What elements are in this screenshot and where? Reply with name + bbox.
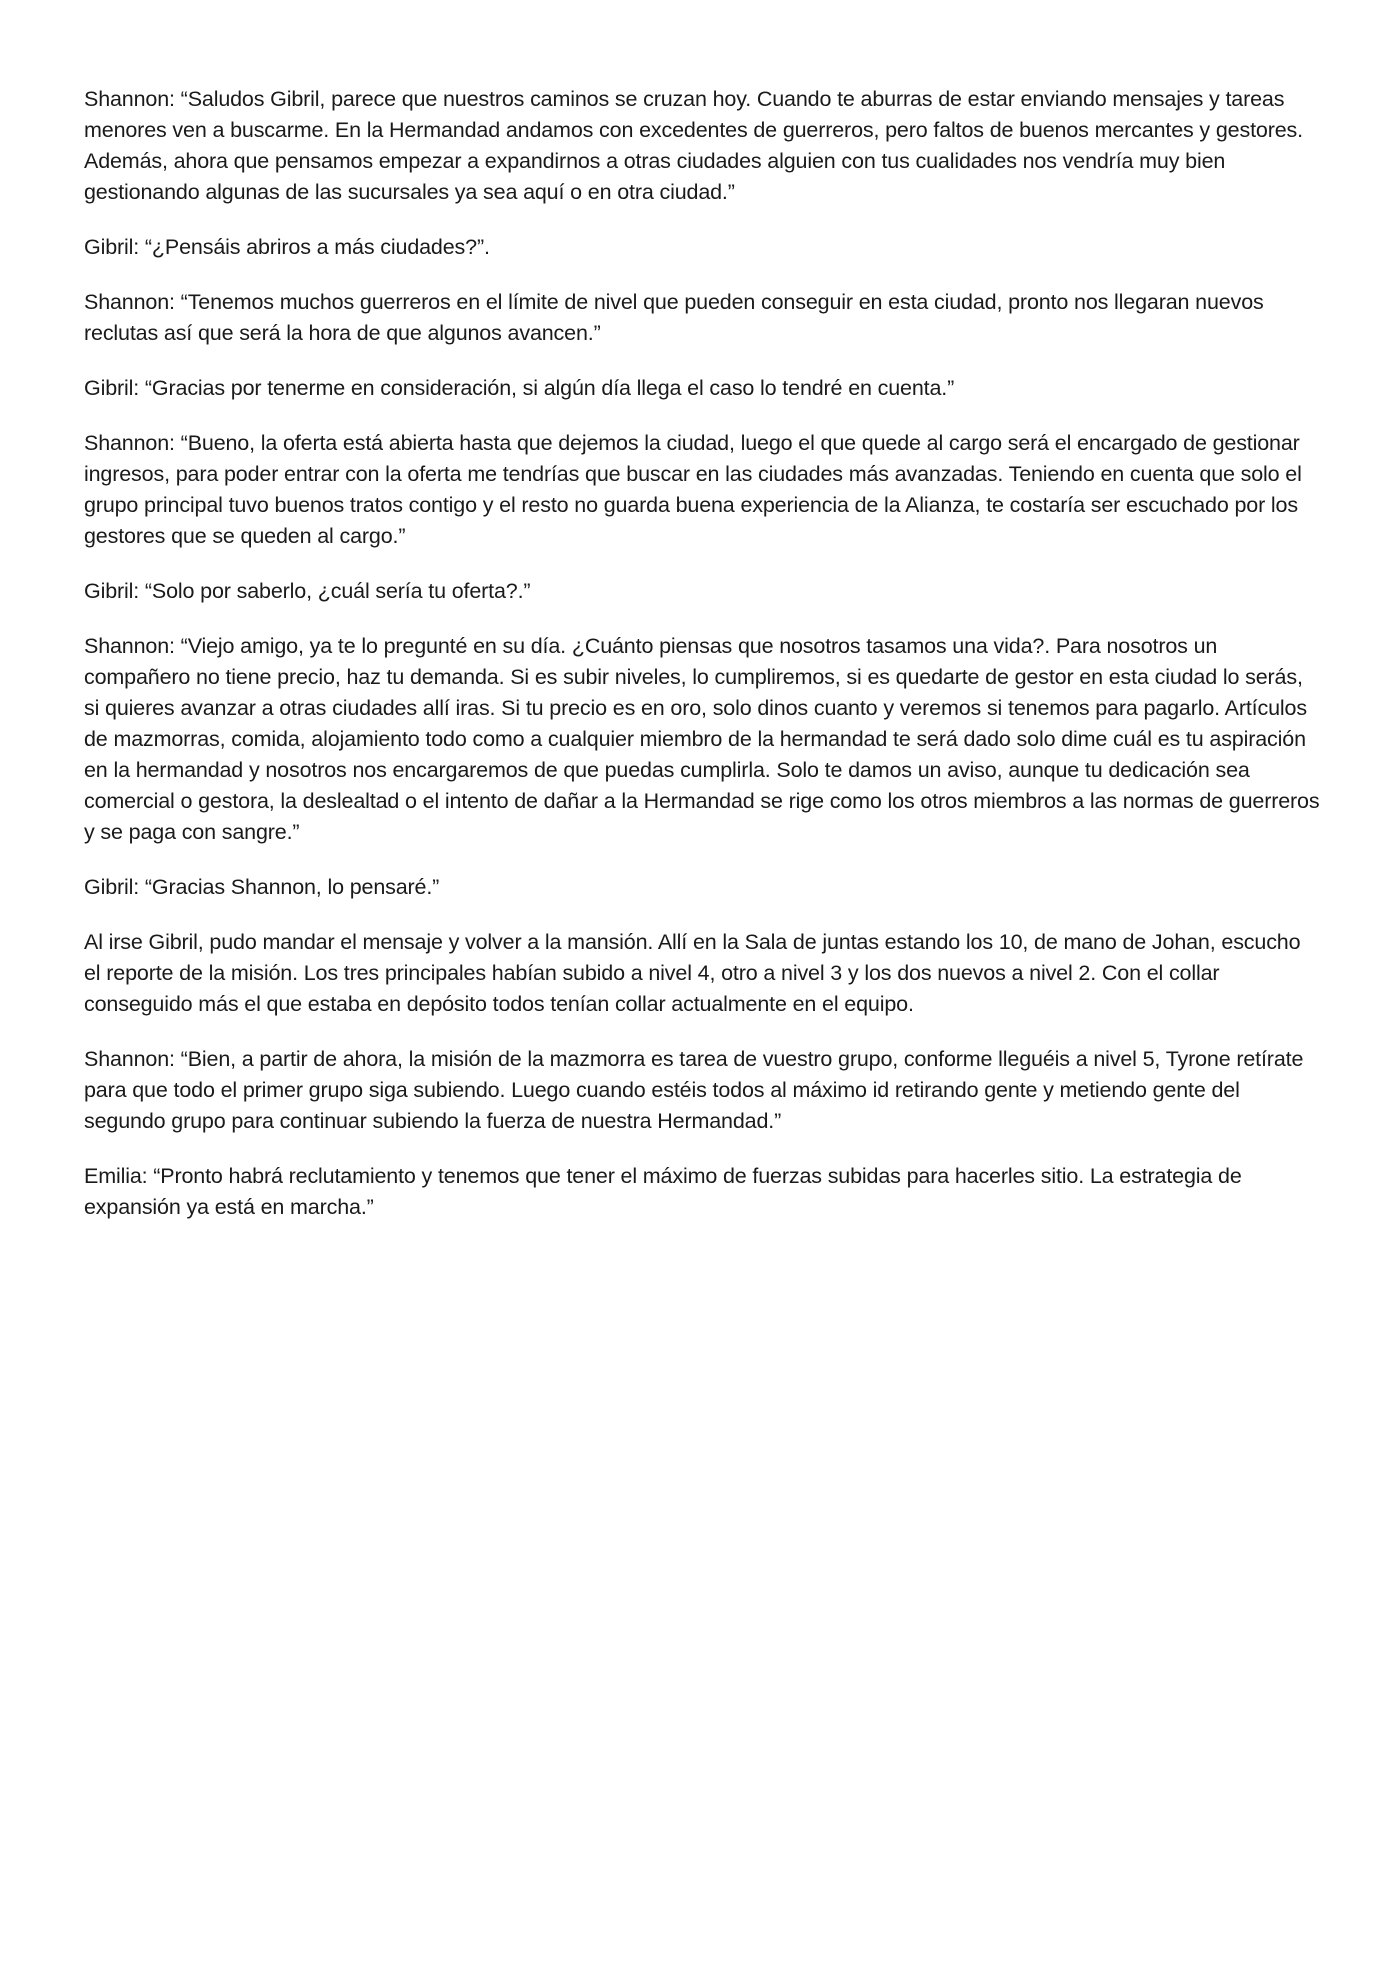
paragraph-shannon-greeting: Shannon: “Saludos Gibril, parece que nuestros caminos se cruzan hoy. Cuando te aburras de estar enviando mensajes y tareas menores ven a buscarme. En la Hermandad andamos con excedentes de guerreros, pero faltos de buenos mercantes y gestores. Además, ahora que pensamos empezar a expandirnos a otras ciudades alguien con tus cualidades nos vendría muy bien gestionando algunas de las sucursales ya sea aquí o en otra ciudad.” <box>84 87 1303 204</box>
paragraph-shannon-offer: Shannon: “Bueno, la oferta está abierta hasta que dejemos la ciudad, luego el que quede al cargo será el encargado de gestionar ingresos, para poder entrar con la oferta me tendrías que buscar en las ciudades más avanzadas. Teniendo en cuenta que solo el grupo principal tuvo buenos tratos contigo y el resto no guarda buena experiencia de la Alianza, te costaría ser escuchado por los gestores que se queden al cargo.” <box>84 431 1302 548</box>
paragraph-gibril-thanks: Gibril: “Gracias por tenerme en consideración, si algún día llega el caso lo tendré en cuenta.” <box>84 376 955 400</box>
paragraph-narration-mission-report: Al irse Gibril, pudo mandar el mensaje y volver a la mansión. Allí en la Sala de juntas estando los 10, de mano de Johan, escucho el reporte de la misión. Los tres principales habían subido a nivel 4, otro a nivel 3 y los dos nuevos a nivel 2. Con el collar conseguido más el que estaba en depósito todos tenían collar actualmente en el equipo. <box>84 930 1301 1016</box>
paragraph-shannon-dungeon-task: Shannon: “Bien, a partir de ahora, la misión de la mazmorra es tarea de vuestro grupo, conforme lleguéis a nivel 5, Tyrone retírate para que todo el primer grupo siga subiendo. Luego cuando estéis todos al máximo id retirando gente y metiendo gente del segundo grupo para continuar subiendo la fuerza de nuestra Hermandad.” <box>84 1047 1304 1133</box>
document-page <box>84 84 1320 1247</box>
paragraph-gibril-ask-offer: Gibril: “Solo por saberlo, ¿cuál sería tu oferta?.” <box>84 579 531 603</box>
paragraph-shannon-level-limit: Shannon: “Tenemos muchos guerreros en el límite de nivel que pueden conseguir en esta ciudad, pronto nos llegaran nuevos reclutas así que será la hora de que algunos avancen.” <box>84 290 1264 345</box>
paragraph-gibril-question: Gibril: “¿Pensáis abriros a más ciudades?”. <box>84 235 490 259</box>
paragraph-shannon-old-friend: Shannon: “Viejo amigo, ya te lo pregunté en su día. ¿Cuánto piensas que nosotros tasamos una vida?. Para nosotros un compañero no tiene precio, haz tu demanda. Si es subir niveles, lo cumpliremos, si es quedarte de gestor en esta ciudad lo serás, si quieres avanzar a otras ciudades allí iras. Si tu precio es en oro, solo dinos cuanto y veremos si tenemos para pagarlo. Artículos de mazmorras, comida, alojamiento todo como a cualquier miembro de la hermandad te será dado solo dime cuál es tu aspiración en la hermandad y nosotros nos encargaremos de que puedas cumplirla. Solo te damos un aviso, aunque tu dedicación sea comercial o gestora, la deslealtad o el intento de dañar a la Hermandad se rige como los otros miembros a las normas de guerreros y se paga con sangre.” <box>84 634 1320 844</box>
paragraph-emilia-recruitment: Emilia: “Pronto habrá reclutamiento y tenemos que tener el máximo de fuerzas subidas para hacerles sitio. La estrategia de expansión ya está en marcha.” <box>84 1164 1242 1219</box>
paragraph-gibril-will-think: Gibril: “Gracias Shannon, lo pensaré.” <box>84 875 440 899</box>
